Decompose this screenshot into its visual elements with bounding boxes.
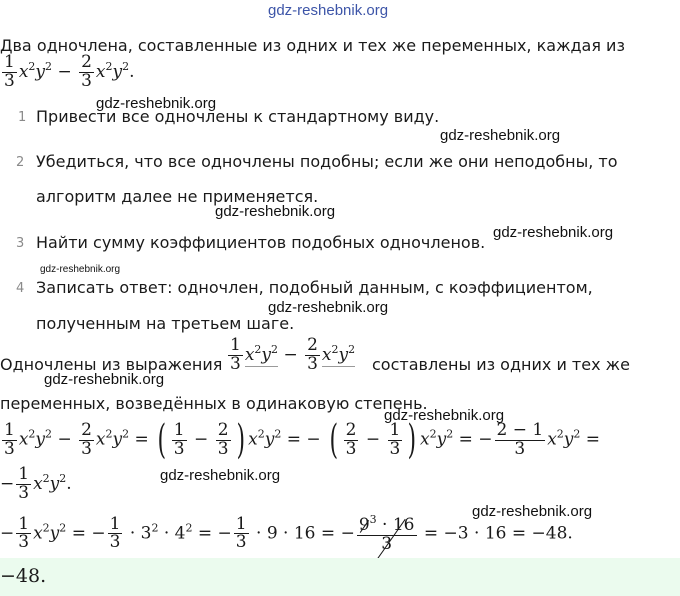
explanation-part2: составлены из одних и тех же (372, 355, 630, 374)
step-number: 3 (16, 236, 25, 251)
step-text: Привести все одночлены к стандартному виду. (36, 107, 440, 126)
calculation-line: $\frac{1}{3}$ $x^2y^2$ − $\frac{2}{3}$ $x^2y^2$ = ( $\frac{1}{3}$ − $\frac{2}{3}$ ) $x^2y^2$ = − ( $\frac{2}{3}$ − $\frac{1}{3}$ ) $x^2y^2$ = − $\frac{2 - 1}{3}$ $x^2y^2$ = (4, 417, 601, 463)
step-text: Записать ответ: одночлен, подобный данным, с коэффициентом, (36, 278, 593, 297)
watermark: gdz-reshebnik.org (44, 371, 165, 388)
watermark: gdz-reshebnik.org (40, 264, 121, 275)
explanation-part1: Одночлены из выражения (0, 355, 223, 374)
substitution-line: − $\frac{1}{3}$ $x^2y^2$ = − $\frac{1}{3}$ · $3^2 \cdot 4^2$ = − $\frac{1}{3}$ · 9 · 16 = − $\frac{9^3 \cdot 16}{3}$ = −3 · 16 = −48. (0, 513, 573, 554)
watermark: gdz-reshebnik.org (268, 299, 389, 316)
watermark: gdz-reshebnik.org (384, 407, 505, 424)
fraction: $\frac{2}{3}$ (81, 52, 92, 91)
watermark: gdz-reshebnik.org (160, 467, 281, 484)
step-number: 4 (16, 281, 25, 296)
answer-box (0, 558, 680, 596)
calculation-continuation: − $\frac{1}{3}$ $x^2y^2$. (0, 464, 72, 503)
answer-value: −48. (0, 565, 47, 587)
step-text: полученным на третьем шаге. (36, 314, 295, 333)
explanation-expression: $\frac{1}{3}$ $x^2y^2$ − $\frac{2}{3}$ $x^2y^2$ (230, 335, 356, 374)
explanation-line2: переменных, возведённых в одинаковую степень. (0, 394, 428, 413)
step-text: алгоритм далее не применяется. (36, 187, 319, 206)
watermark: gdz-reshebnik.org (472, 503, 593, 520)
step-text: Найти сумму коэффициентов подобных одночленов. (36, 233, 486, 252)
step-number: 2 (16, 155, 25, 170)
intro-text: Два одночлена, составленные из одних и тех же переменных, каждая из (0, 36, 625, 55)
step-text: Убедиться, что все одночлены подобны; если же они неподобны, то (36, 152, 618, 171)
fraction: $\frac{1}{3}$ (4, 52, 15, 91)
watermark: gdz-reshebnik.org (493, 224, 614, 241)
watermark: gdz-reshebnik.org (268, 2, 389, 19)
step-number: 1 (18, 110, 27, 125)
watermark: gdz-reshebnik.org (440, 127, 561, 144)
watermark: gdz-reshebnik.org (215, 203, 336, 220)
monomial-expression: $\frac{1}{3}$ $x^2y^2$ − $\frac{2}{3}$ $x^2y^2$. (4, 52, 135, 91)
watermark: gdz-reshebnik.org (96, 95, 217, 112)
